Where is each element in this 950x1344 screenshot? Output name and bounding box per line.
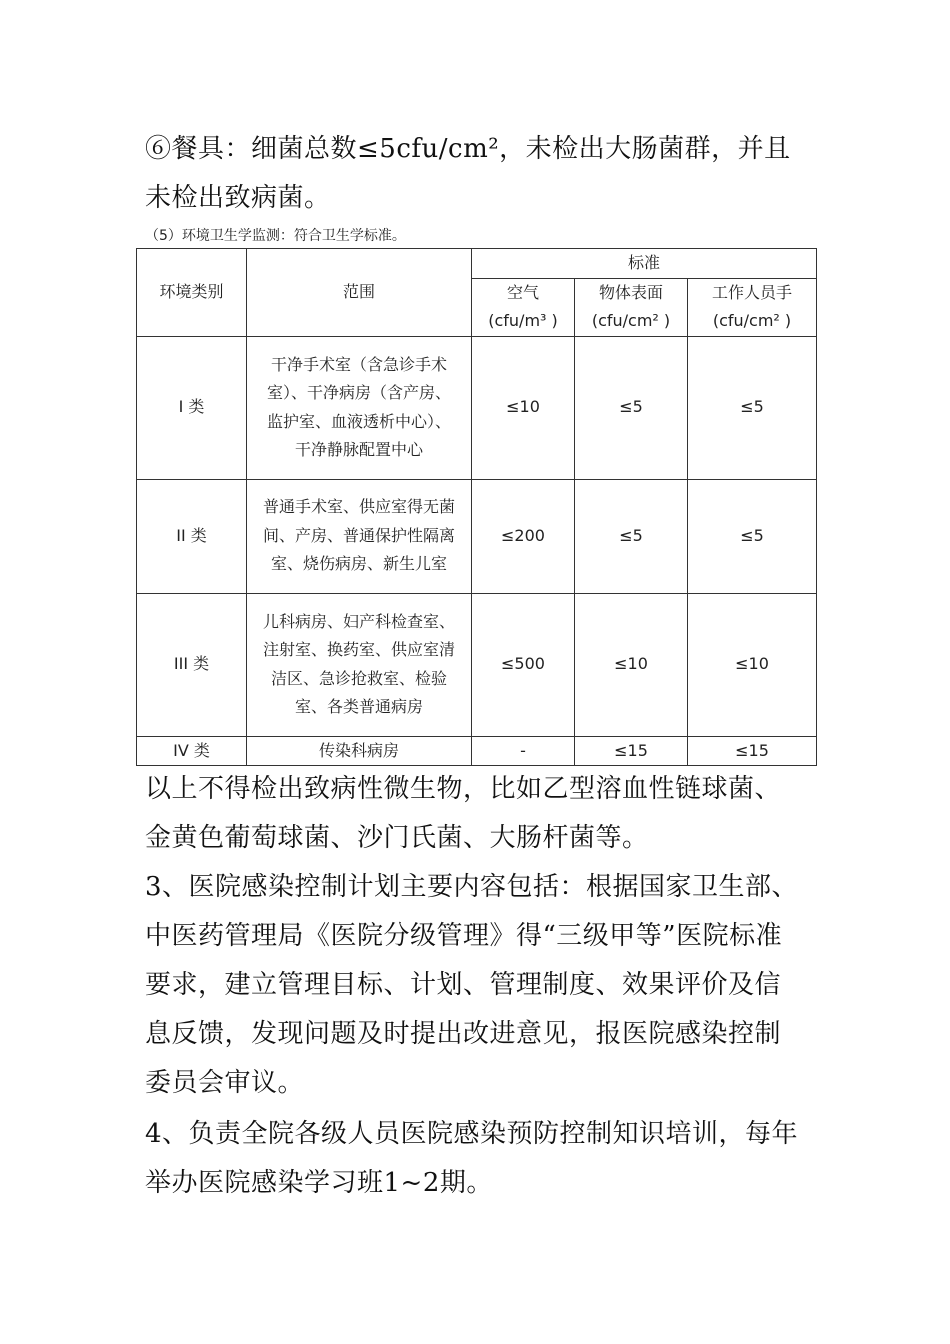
row-category: II 类 (137, 479, 247, 593)
row-category: I 类 (137, 336, 247, 479)
header-air-label: 空气 (506, 282, 539, 302)
table-row (137, 593, 817, 736)
header-standard: 标准 (472, 249, 817, 279)
row-air: ≤200 (472, 479, 575, 593)
table-caption: （5）环境卫生学监测：符合卫生学标准。 (145, 228, 406, 244)
row-surface: ≤5 (575, 336, 688, 479)
row-range: 传染科病房 (247, 736, 472, 766)
header-surface-unit: (cfu/cm² ) (591, 311, 671, 330)
header-range: 范围 (247, 249, 472, 337)
header-category: 环境类别 (137, 249, 247, 337)
row-range: 普通手术室、供应室得无菌间、产房、普通保护性隔离室、烧伤病房、新生儿室 (247, 479, 472, 593)
row-air: ≤10 (472, 336, 575, 479)
environment-standard-table (136, 248, 817, 766)
header-hands (688, 278, 817, 336)
row-surface: ≤15 (575, 736, 688, 766)
row-surface: ≤5 (575, 479, 688, 593)
table-row (137, 736, 817, 766)
header-surface (575, 278, 688, 336)
row-surface: ≤10 (575, 593, 688, 736)
table-row (137, 336, 817, 479)
row-range: 儿科病房、妇产科检查室、注射室、换药室、供应室清洁区、急诊抢救室、检验室、各类普通病房 (247, 593, 472, 736)
row-hands: ≤5 (688, 479, 817, 593)
header-air-unit: (cfu/m³ ) (488, 311, 558, 330)
row-hands: ≤5 (688, 336, 817, 479)
row-air: ≤500 (472, 593, 575, 736)
table-header-row (137, 249, 817, 279)
row-air: - (472, 736, 575, 766)
paragraph-tableware: ⑥餐具：细菌总数≤5cfu/cm²，未检出大肠菌群，并且未检出致病菌。 (145, 134, 791, 213)
row-category: IV 类 (137, 736, 247, 766)
row-hands: ≤10 (688, 593, 817, 736)
header-air (472, 278, 575, 336)
row-category: III 类 (137, 593, 247, 736)
header-hands-unit: (cfu/cm² ) (712, 311, 792, 330)
header-hands-label: 工作人员手 (712, 282, 793, 302)
row-hands: ≤15 (688, 736, 817, 766)
table-row (137, 479, 817, 593)
paragraph-control-plan: 3、医院感染控制计划主要内容包括：根据国家卫生部、中医药管理局《医院分级管理》得“三级甲等”医院标准要求，建立管理目标、计划、管理制度、效果评价及信息反馈，发现问题及时提出改进意见，报医院感染控制委员会审议。 (145, 872, 799, 1098)
row-range: 干净手术室（含急诊手术室）、干净病房（含产房、监护室、血液透析中心）、干净静脉配置中心 (247, 336, 472, 479)
header-surface-label: 物体表面 (598, 282, 663, 302)
paragraph-pathogens: 以上不得检出致病性微生物，比如乙型溶血性链球菌、金黄色葡萄球菌、沙门氏菌、大肠杆菌等。 (145, 774, 782, 853)
paragraph-training: 4、负责全院各级人员医院感染预防控制知识培训，每年举办医院感染学习班1~2期。 (145, 1119, 799, 1198)
